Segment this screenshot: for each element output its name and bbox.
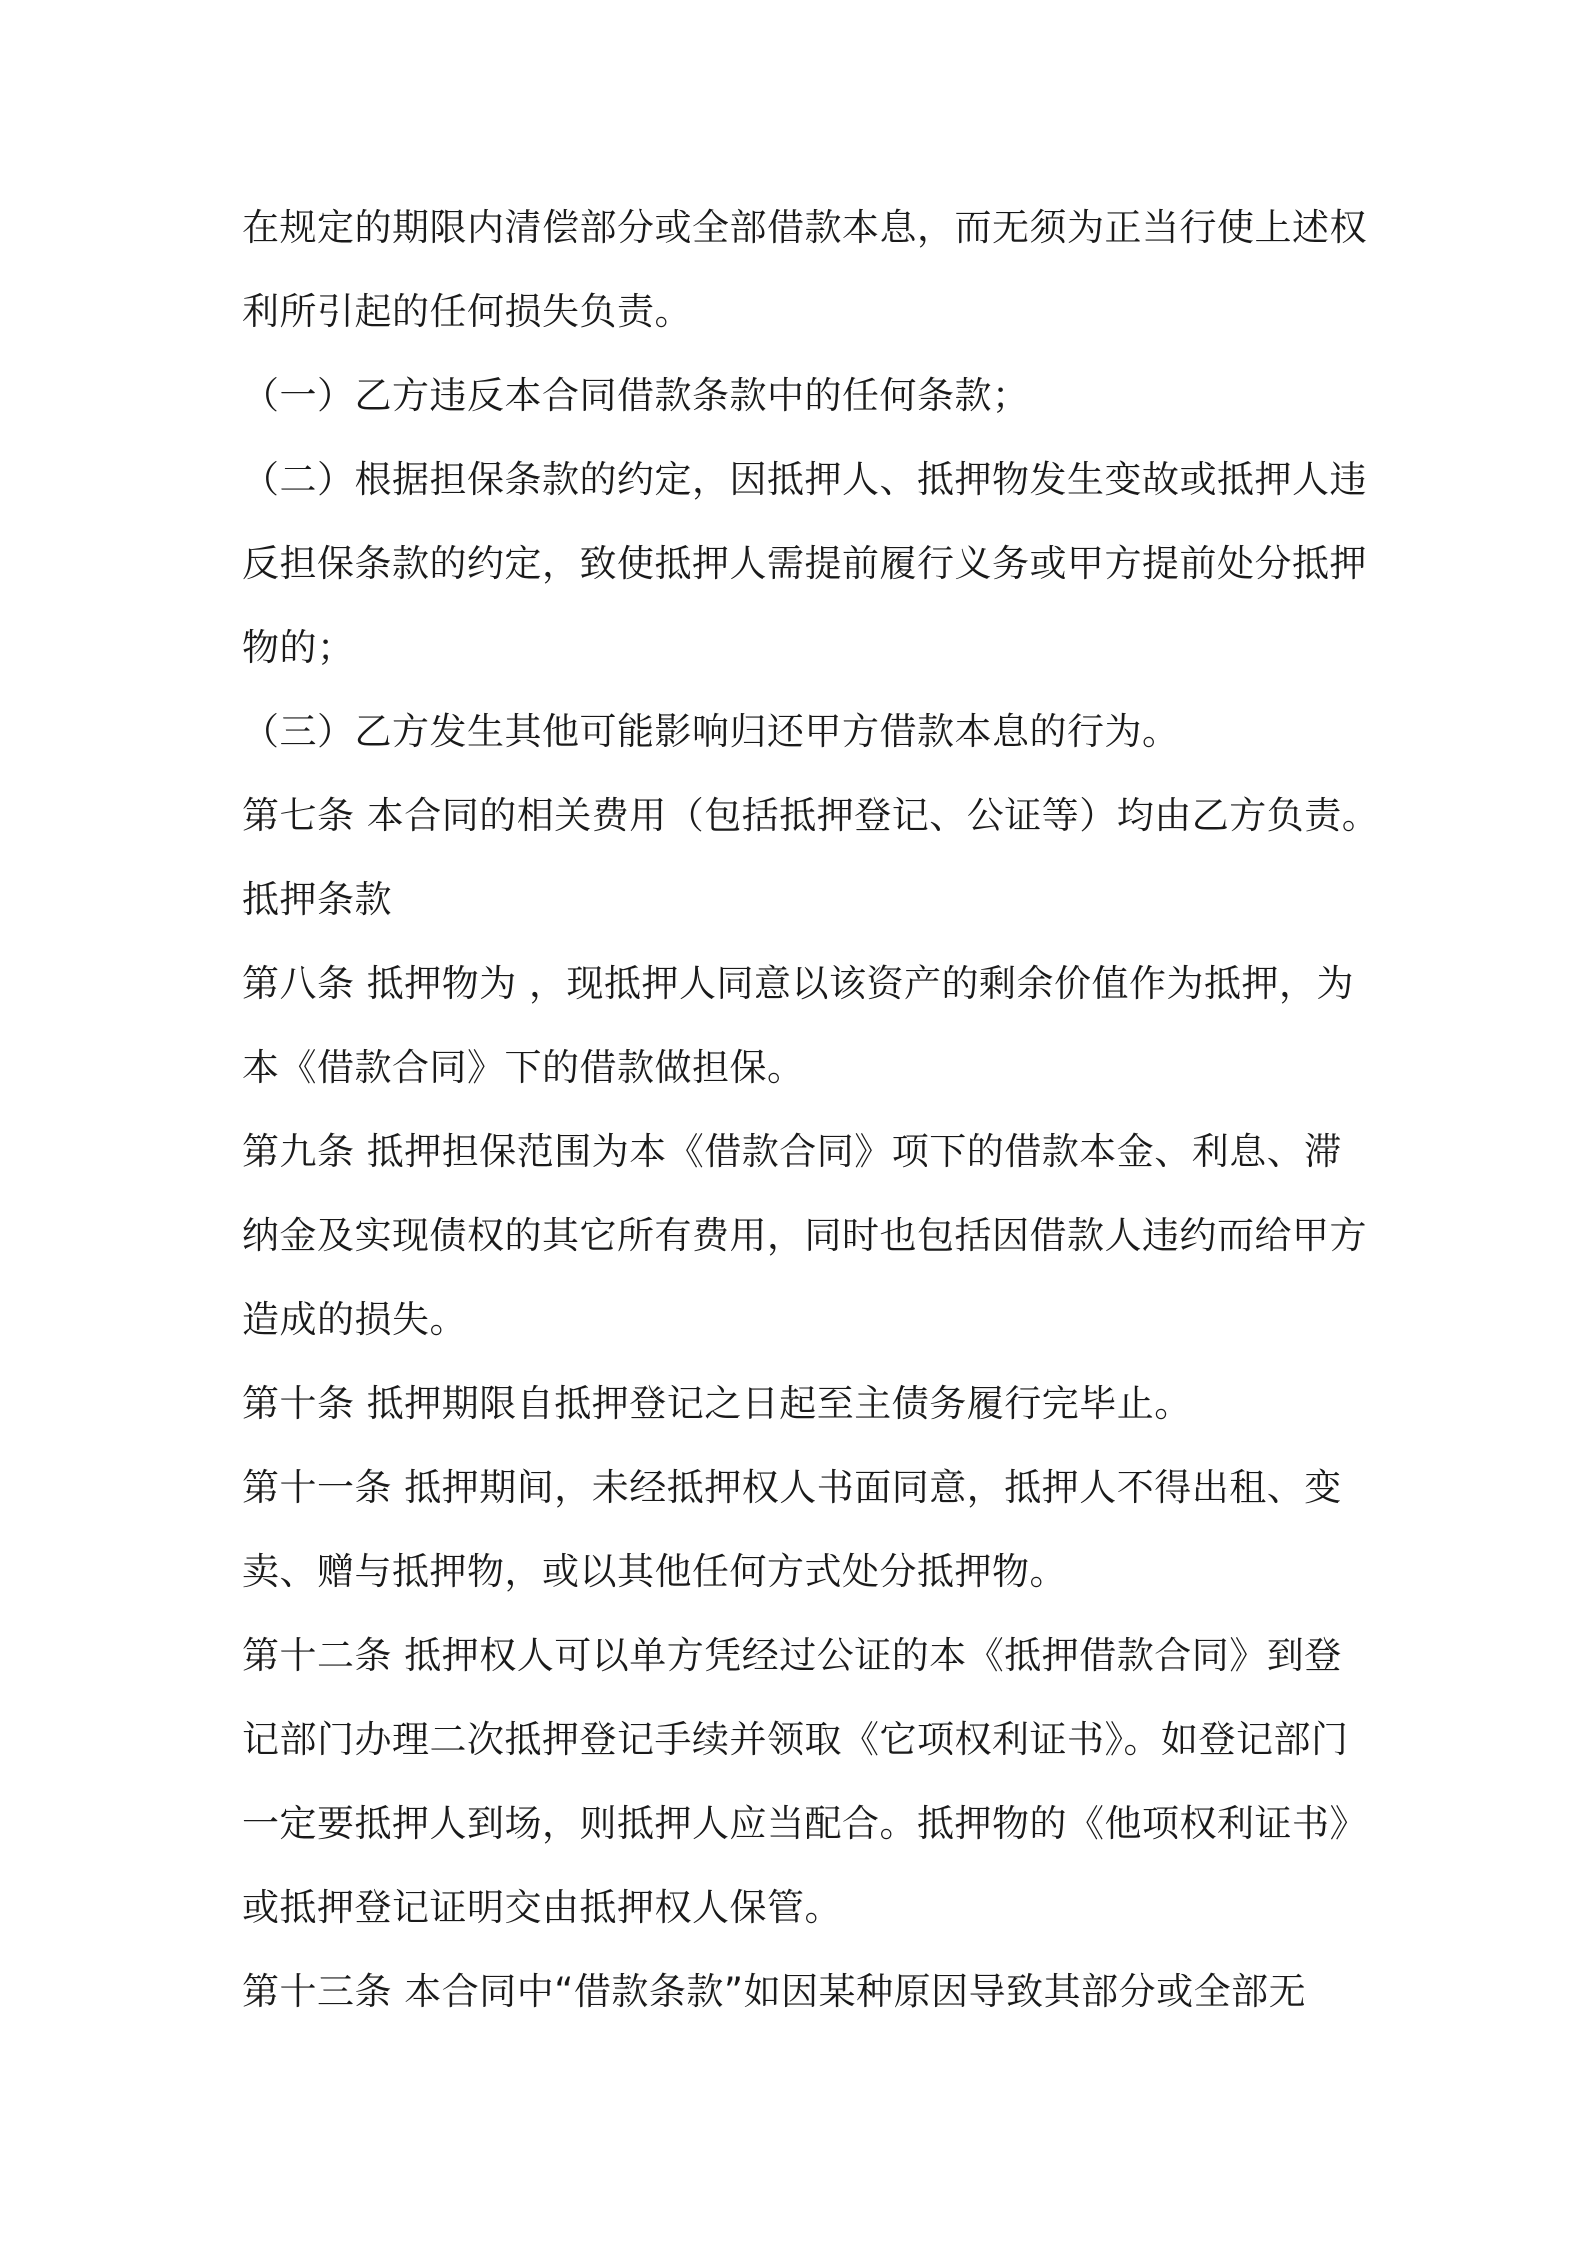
- text-line: 第八条 抵押物为 ，现抵押人同意以该资产的剩余价值作为抵押，为: [242, 962, 1355, 1005]
- text-line: 纳金及实现债权的其它所有费用，同时也包括因借款人违约而给甲方: [242, 1214, 1367, 1257]
- text-line: 一定要抵押人到场，则抵押人应当配合。抵押物的《他项权利证书》: [242, 1802, 1367, 1845]
- text-line: 物的；: [242, 626, 355, 669]
- text-line: 在规定的期限内清偿部分或全部借款本息，而无须为正当行使上述权: [242, 206, 1367, 249]
- text-line: 第十一条 抵押期间，未经抵押权人书面同意，抵押人不得出租、变: [242, 1466, 1342, 1509]
- text-line: （三）乙方发生其他可能影响归还甲方借款本息的行为。: [242, 710, 1180, 753]
- text-line: 造成的损失。: [242, 1298, 467, 1341]
- text-line: （一）乙方违反本合同借款条款中的任何条款；: [242, 374, 1030, 417]
- text-line: 第十条 抵押期限自抵押登记之日起至主债务履行完毕止。: [242, 1382, 1192, 1425]
- text-line: 第十三条 本合同中“借款条款”如因某种原因导致其部分或全部无: [242, 1970, 1307, 2013]
- text-line: 第九条 抵押担保范围为本《借款合同》项下的借款本金、利息、滞: [242, 1130, 1342, 1173]
- text-line: 卖、赠与抵押物，或以其他任何方式处分抵押物。: [242, 1550, 1067, 1593]
- text-line: 第十二条 抵押权人可以单方凭经过公证的本《抵押借款合同》到登: [242, 1634, 1342, 1677]
- text-line: （二）根据担保条款的约定，因抵押人、抵押物发生变故或抵押人违: [242, 458, 1367, 501]
- section-heading: 抵押条款: [242, 878, 392, 921]
- text-line: 本《借款合同》下的借款做担保。: [242, 1046, 805, 1089]
- text-line: 反担保条款的约定，致使抵押人需提前履行义务或甲方提前处分抵押: [242, 542, 1367, 585]
- text-line: 利所引起的任何损失负责。: [242, 290, 692, 333]
- text-line: 记部门办理二次抵押登记手续并领取《它项权利证书》。如登记部门: [242, 1718, 1349, 1761]
- text-line: 或抵押登记证明交由抵押权人保管。: [242, 1886, 842, 1929]
- text-line: 第七条 本合同的相关费用（包括抵押登记、公证等）均由乙方负责。: [242, 794, 1380, 837]
